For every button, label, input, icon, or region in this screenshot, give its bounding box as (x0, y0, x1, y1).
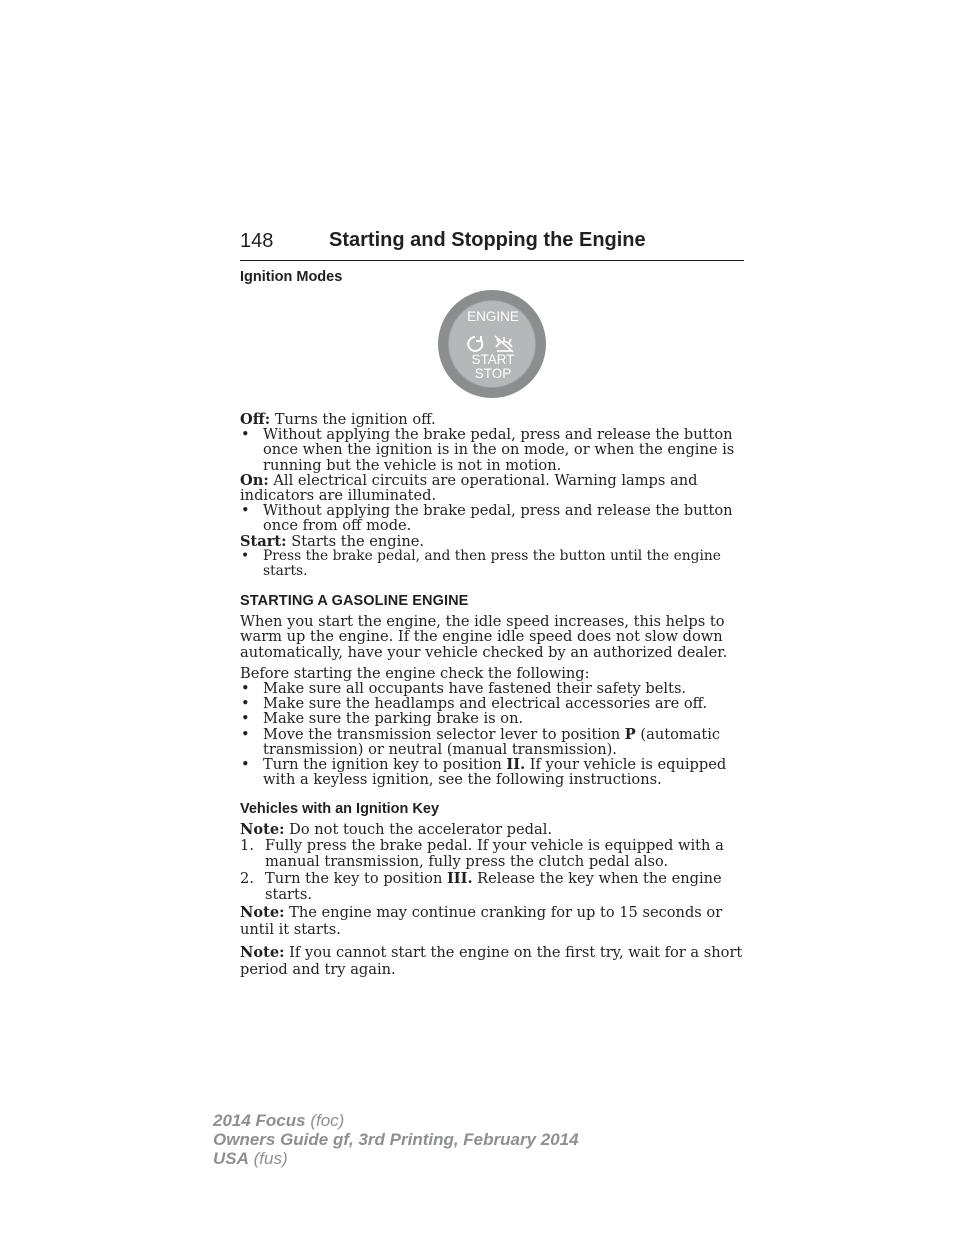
text-fragment: (foc) (305, 1111, 345, 1130)
text-fragment: Release the key when the engine starts. (265, 869, 722, 904)
off-label: Off: (240, 411, 271, 428)
on-mode-description (240, 473, 746, 503)
list-item (240, 727, 746, 757)
list-item: • Make sure all occupants have fastened their safety belts. (240, 681, 746, 696)
on-label: On: (240, 471, 269, 489)
text-fragment: (automatic transmission) or neutral (manual transmission). (263, 725, 721, 758)
note (240, 944, 746, 978)
page-body (240, 268, 746, 978)
power-cycle-icon (468, 336, 482, 351)
list-item: • Without applying the brake pedal, press and release the button once when the ignition is in the on mode, or when the engine is running but the vehicle is not in motion. (240, 427, 746, 473)
chapter-title: Starting and Stopping the Engine (329, 229, 646, 251)
step-number: 2. (240, 869, 254, 887)
engine-start-stop-button-figure (240, 286, 746, 406)
off-text: Turns the ignition off. (270, 411, 436, 428)
note (240, 822, 746, 837)
text-fragment: Move the transmission selector lever to position (263, 725, 625, 743)
off-mode-list (240, 427, 746, 473)
text-fragment: 2014 Focus (213, 1111, 306, 1130)
list-item (240, 871, 746, 904)
note-label: Note: (240, 821, 285, 839)
button-label-start: START (471, 352, 515, 367)
button-label-engine: ENGINE (467, 309, 519, 324)
gasoline-intro: When you start the engine, the idle speed increases, this helps to warm up the engine. If the engine idle speed does not slow down automatically, have your vehicle checked by an authorized dealer. (240, 613, 728, 661)
button-label-stop: STOP (474, 366, 512, 381)
gasoline-engine-heading: STARTING A GASOLINE ENGINE (240, 593, 469, 610)
start-mode-description (240, 534, 746, 549)
text-fragment: (fus) (248, 1149, 288, 1168)
note-label: Note: (240, 943, 285, 961)
step-text: Fully press the brake pedal. If your vehicle is equipped with a manual transmission, fully press the clutch pedal also. (265, 836, 724, 871)
footer-model (213, 1111, 579, 1130)
text-fragment: Turn the key to position (265, 869, 447, 887)
pre-start-checklist (240, 681, 746, 787)
list-item (240, 838, 746, 871)
text-fragment: USA (213, 1149, 249, 1168)
start-text: Starts the engine. (286, 532, 424, 550)
position-p: P (624, 725, 636, 743)
note-text: The engine may continue cranking for up to 15 seconds or until it starts. (240, 903, 723, 938)
position-iii: III. (446, 869, 473, 887)
off-mode-description (240, 412, 746, 427)
page-number: 148 (240, 230, 274, 252)
list-item: • Without applying the brake pedal, press and release the button once from off mode. (240, 503, 746, 533)
check-intro: Before starting the engine check the following: (240, 664, 590, 682)
position-ii: II. (506, 756, 526, 774)
start-mode-list (240, 549, 746, 579)
footer-market (213, 1149, 579, 1168)
list-item: • Press the brake pedal, and then press the button until the engine starts. (240, 549, 746, 579)
page-header (240, 228, 744, 261)
text-fragment: If your vehicle is equipped with a keyless ignition, see the following instructions. (263, 756, 727, 789)
on-mode-list (240, 503, 746, 533)
note-text: Do not touch the accelerator pedal. (284, 821, 553, 839)
start-steps (240, 838, 746, 904)
footer-edition: Owners Guide gf, 3rd Printing, February 2014 (213, 1130, 579, 1149)
start-label: Start: (240, 532, 287, 550)
on-text: All electrical circuits are operational. Warning lamps and indicators are illuminated. (240, 471, 698, 505)
note (240, 904, 746, 938)
list-item (240, 757, 746, 787)
text-fragment: Turn the ignition key to position (263, 756, 507, 774)
note-text: If you cannot start the engine on the first try, wait for a short period and try again. (240, 943, 743, 978)
start-stop-button-bezel (438, 290, 546, 398)
note-label: Note: (240, 903, 285, 921)
page-footer (213, 1111, 579, 1168)
list-item: • Make sure the headlamps and electrical accessories are off. (240, 696, 746, 711)
crossed-out-indicator-icon (495, 336, 513, 352)
start-stop-button-face (448, 300, 536, 388)
step-number: 1. (240, 836, 254, 854)
list-item: • Make sure the parking brake is on. (240, 711, 746, 726)
ignition-modes-heading: Ignition Modes (240, 269, 343, 285)
button-icons (466, 334, 522, 354)
ignition-key-heading: Vehicles with an Ignition Key (240, 801, 440, 818)
